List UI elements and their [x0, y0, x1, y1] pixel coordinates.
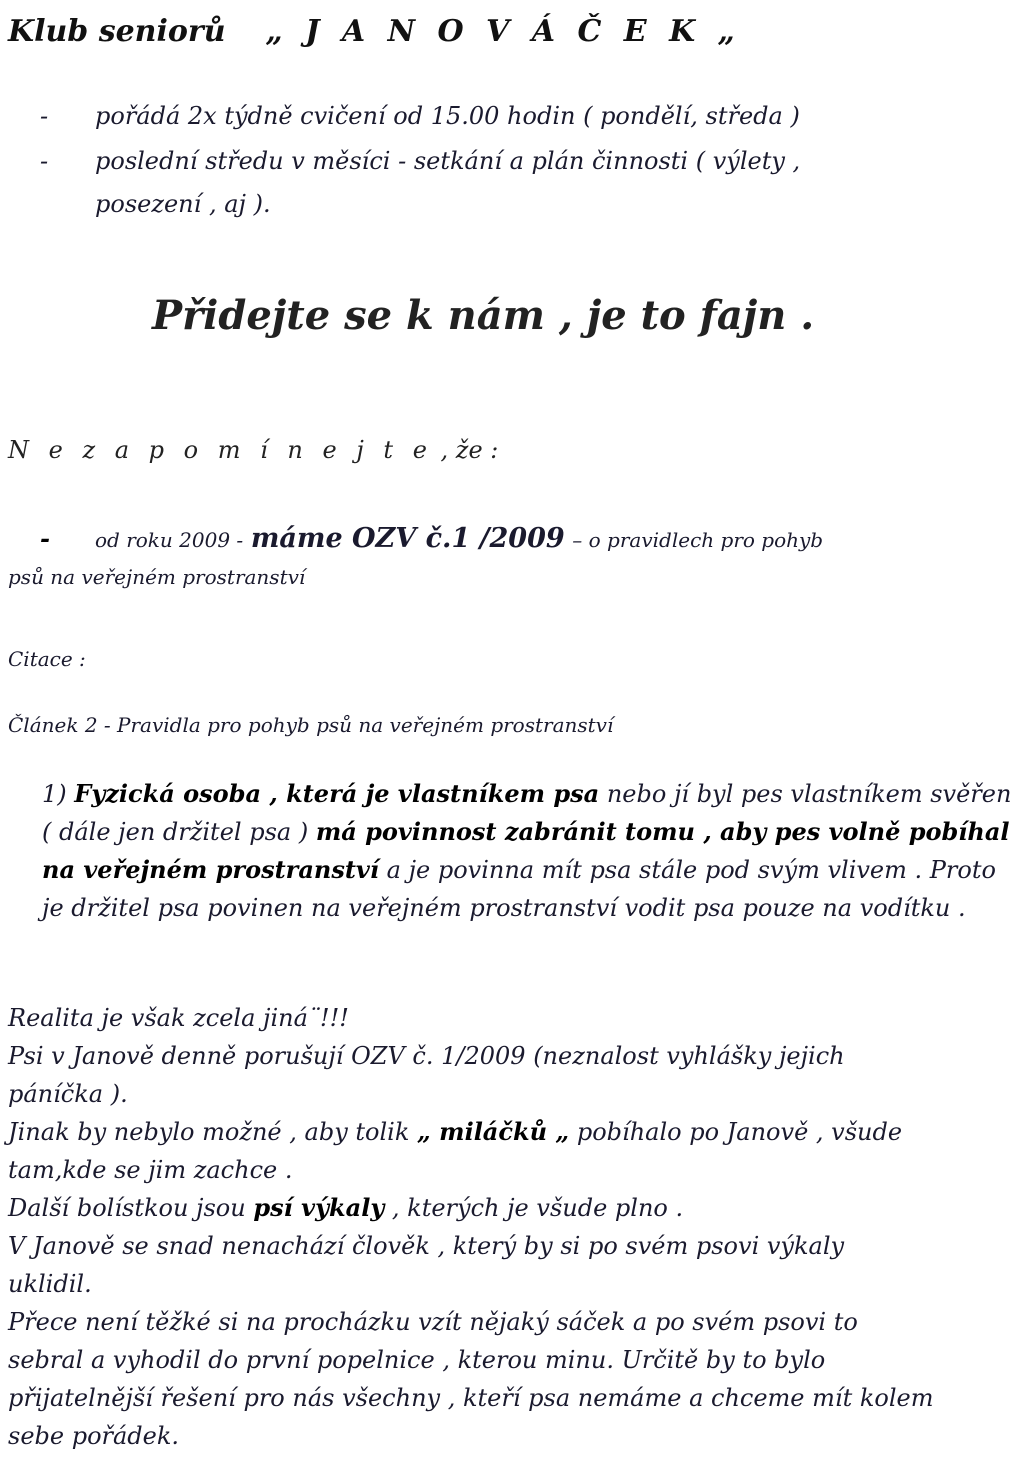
remember-heading: N e z a p o m í n e j t e , že : [8, 436, 499, 464]
reality-line-9: Přece není těžké si na procházku vzít nějaký sáček a po svém psovi to [8, 1308, 858, 1336]
reality-line-12: sebe pořádek. [8, 1422, 180, 1450]
ozv-line-2: psů na veřejném prostranství [8, 565, 306, 589]
page-title [8, 14, 741, 50]
schedule-item-2-cont: posezení , aj ). [95, 190, 271, 218]
reality-line-5: tam,kde se jim zachce . [8, 1156, 293, 1184]
club-name: „ J A N O V Á Č E K „ [265, 14, 741, 49]
citation-paragraph-line-2: ( dále jen držitel psa ) má povinnost zabránit tomu , aby pes volně pobíhal [42, 817, 1010, 846]
reality-line-7: V Janově se snad nenachází člověk , který by si po svém psovi výkaly [8, 1232, 845, 1260]
reality-line-4: Jinak by nebylo možné , aby tolik „ miláčků „ pobíhalo po Janově , všude [8, 1117, 903, 1146]
schedule-item-2: - poslední středu v měsíci - setkání a plán činnosti ( výlety , [40, 147, 801, 175]
citation-label: Citace : [8, 647, 86, 671]
citation-paragraph-line-4: je držitel psa povinen na veřejném prostranství vodit psa pouze na vodítku . [42, 894, 966, 922]
citation-paragraph-line-1: 1) Fyzická osoba , která je vlastníkem psa nebo jí byl pes vlastníkem svěřen [42, 779, 1011, 808]
reality-line-10: sebral a vyhodil do první popelnice , kterou minu. Určitě by to bylo [8, 1346, 826, 1374]
citation-paragraph-line-3: na veřejném prostranství a je povinna mít psa stále pod svým vlivem . Proto [42, 855, 996, 884]
reality-line-11: přijatelnější řešení pro nás všechny , kteří psa nemáme a chceme mít kolem [8, 1384, 934, 1412]
reality-line-3: páníčka ). [8, 1080, 128, 1108]
reality-line-1: Realita je však zcela jiná¨!!! [8, 1004, 349, 1032]
club-label: Klub seniorů [8, 14, 226, 49]
reality-line-2: Psi v Janově denně porušují OZV č. 1/2009 (neznalost vyhlášky jejich [8, 1042, 845, 1070]
ozv-line: - od roku 2009 - máme OZV č.1 /2009 – o pravidlech pro pohyb [40, 523, 824, 554]
reality-line-6: Další bolístkou jsou psí výkaly , kterých je všude plno . [8, 1193, 684, 1222]
slogan: Přidejte se k nám , je to fajn . [152, 292, 815, 339]
reality-line-8: uklidil. [8, 1270, 92, 1298]
schedule-item-1: - pořádá 2x týdně cvičení od 15.00 hodin ( pondělí, středa ) [40, 102, 800, 130]
citation-article: Článek 2 - Pravidla pro pohyb psů na veřejném prostranství [8, 713, 614, 737]
